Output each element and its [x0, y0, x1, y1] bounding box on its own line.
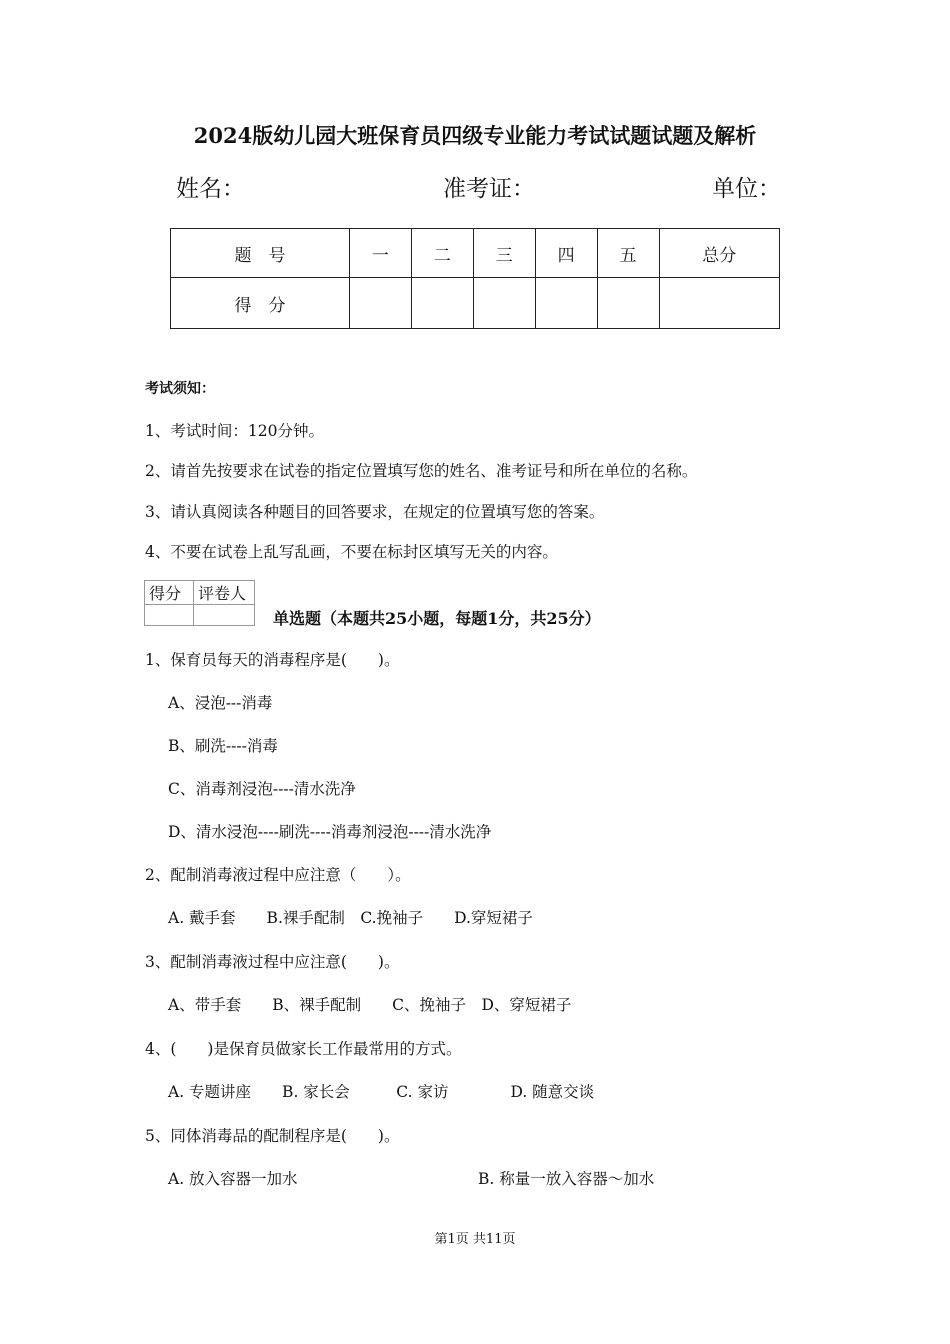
grader-box-grader-label: 评卷人	[194, 581, 255, 605]
question-stem: 1、保育员每天的消毒程序是( )。	[145, 651, 400, 669]
score-input-cell[interactable]	[535, 278, 597, 329]
score-table-score-row	[171, 278, 780, 329]
question-stem: 4、( )是保育员做家长工作最常用的方式。	[145, 1040, 462, 1058]
question-options-line: A. 专题讲座 B. 家长会 C. 家访 D. 随意交谈	[168, 1083, 595, 1101]
score-table-cell: 四	[535, 229, 597, 278]
score-input-cell[interactable]	[411, 278, 473, 329]
page-footer: 第1页 共11页	[434, 1232, 516, 1247]
name-field-label: 姓名：	[176, 176, 245, 202]
notice-item: 2、请首先按要求在试卷的指定位置填写您的姓名、准考证号和所在单位的名称。	[145, 462, 698, 480]
score-table-header-row	[171, 229, 780, 278]
grader-box-score-label: 得分	[145, 581, 194, 605]
score-input-cell[interactable]	[349, 278, 411, 329]
question-stem: 2、配制消毒液过程中应注意（ ）。	[145, 866, 411, 884]
question-options-line: A. 戴手套 B.裸手配制 C.挽袖子 D.穿短裙子	[168, 909, 533, 927]
score-table-cell: 三	[473, 229, 535, 278]
grader-box	[144, 580, 255, 626]
score-input-cell[interactable]	[659, 278, 779, 329]
question-option: B. 称量一放入容器～加水	[478, 1170, 655, 1188]
notice-item: 1、考试时间：120分钟。	[145, 422, 324, 440]
section-title: 单选题（本题共25小题，每题1分，共25分）	[273, 609, 601, 628]
question-options-line: A、带手套 B、裸手配制 C、挽袖子 D、穿短裙子	[168, 996, 572, 1014]
exam-id-field-label: 准考证：	[443, 176, 535, 202]
grader-box-grader-cell[interactable]	[194, 605, 255, 626]
question-stem: 3、配制消毒液过程中应注意( )。	[145, 953, 400, 971]
question-option: A. 放入容器一加水	[168, 1170, 298, 1188]
question-option: B、刷洗----消毒	[168, 737, 278, 755]
score-input-cell[interactable]	[473, 278, 535, 329]
question-option: D、清水浸泡----刷洗----消毒剂浸泡----清水洗净	[168, 823, 492, 841]
document-title: 2024版幼儿园大班保育员四级专业能力考试试题试题及解析	[193, 123, 757, 148]
notice-item: 3、请认真阅读各种题目的回答要求，在规定的位置填写您的答案。	[145, 503, 605, 521]
score-table-cell: 得 分	[171, 278, 350, 329]
unit-field-label: 单位：	[712, 176, 781, 202]
score-table	[170, 228, 780, 329]
score-table-cell: 二	[411, 229, 473, 278]
question-option: C、消毒剂浸泡----清水洗净	[168, 780, 356, 798]
score-table-cell: 一	[349, 229, 411, 278]
score-table-cell: 五	[597, 229, 659, 278]
notice-heading: 考试须知：	[145, 381, 215, 397]
grader-box-score-cell[interactable]	[145, 605, 194, 626]
score-input-cell[interactable]	[597, 278, 659, 329]
score-table-cell: 题 号	[171, 229, 350, 278]
question-option: A、浸泡---消毒	[168, 694, 273, 712]
notice-item: 4、不要在试卷上乱写乱画，不要在标封区填写无关的内容。	[145, 543, 558, 561]
question-stem: 5、同体消毒品的配制程序是( )。	[145, 1127, 400, 1145]
score-table-cell: 总分	[659, 229, 779, 278]
